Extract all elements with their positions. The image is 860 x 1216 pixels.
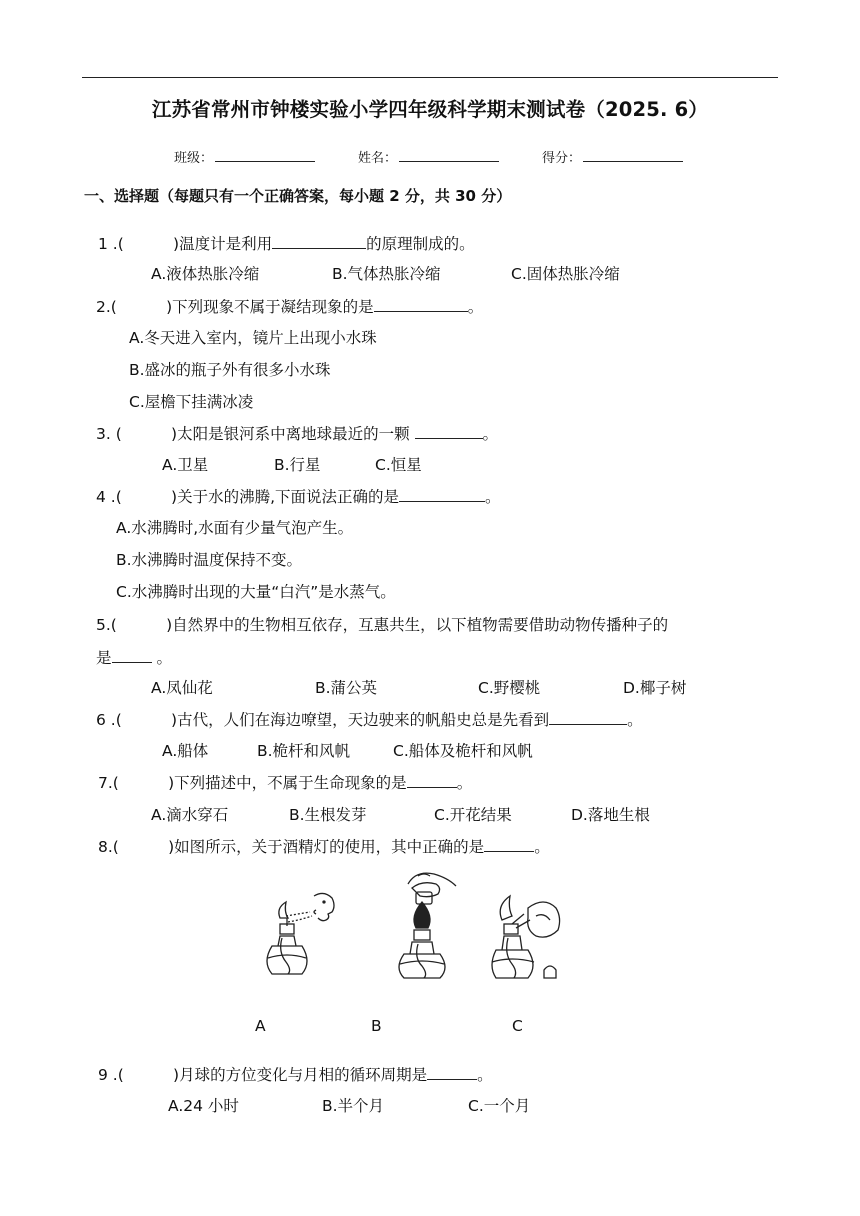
option[interactable]: D.落地生根 <box>571 806 650 824</box>
name-blank[interactable] <box>399 149 499 162</box>
answer-paren[interactable]: ( ) <box>117 1066 180 1084</box>
option[interactable]: C.恒星 <box>375 456 422 474</box>
question-text: 下列描述中，不属于生命现象的是 <box>174 774 407 792</box>
answer-blank[interactable] <box>549 710 627 725</box>
option[interactable]: C.水沸腾时出现的大量“白汽”是水蒸气。 <box>116 583 396 601</box>
class-field <box>174 147 315 166</box>
figure-label-a: A <box>255 1017 266 1035</box>
question-3 <box>96 424 498 444</box>
answer-blank[interactable] <box>484 837 534 852</box>
question-number: 2. <box>96 298 111 316</box>
score-label: 得分： <box>542 151 582 166</box>
question-text: 自然界中的生物相互依存，互惠共生，以下植物需要借助动物传播种子的 <box>172 616 669 634</box>
question-tail: 。 <box>456 774 473 792</box>
top-rule <box>82 77 778 78</box>
question-1 <box>98 234 475 254</box>
question-tail: 。 <box>627 711 643 729</box>
question-4 <box>96 487 501 507</box>
option[interactable]: A.凤仙花 <box>151 679 213 697</box>
option[interactable]: C.屋檐下挂满冰凌 <box>129 393 254 411</box>
option[interactable]: A.液体热胀冷缩 <box>151 265 260 283</box>
answer-blank[interactable] <box>427 1065 477 1080</box>
option[interactable]: A.滴水穿石 <box>151 806 229 824</box>
question-number: 3. <box>96 425 111 443</box>
question-text: 古代，人们在海边嘹望，天边驶来的帆船史总是先看到 <box>177 711 550 729</box>
question-9 <box>98 1065 493 1085</box>
answer-paren[interactable]: ( ) <box>115 488 178 506</box>
option[interactable]: A.24 小时 <box>168 1097 239 1115</box>
question-7 <box>98 773 472 793</box>
question-number: 1 . <box>98 235 118 253</box>
score-blank[interactable] <box>583 149 683 162</box>
answer-blank[interactable] <box>272 234 366 249</box>
question-text: 温度计是利用 <box>179 235 273 253</box>
question-number: 7. <box>98 774 113 792</box>
question-text: 太阳是银河系中离地球最近的一颗 <box>177 425 415 443</box>
question-text: 关于水的沸腾,下面说法正确的是 <box>177 488 400 506</box>
answer-paren[interactable]: ( ) <box>110 425 178 443</box>
option[interactable]: B.盛冰的瓶子外有很多小水珠 <box>129 361 331 379</box>
section-heading: 一、选择题（每题只有一个正确答案，每小题 2 分，共 30 分） <box>84 187 512 205</box>
question-number: 5. <box>96 616 111 634</box>
question-6 <box>96 710 643 730</box>
question-text: 如图所示，关于酒精灯的使用，其中正确的是 <box>174 838 485 856</box>
option[interactable]: A.冬天进入室内，镜片上出现小水珠 <box>129 329 377 347</box>
option[interactable]: B.半个月 <box>322 1097 385 1115</box>
option[interactable]: C.野樱桃 <box>478 679 541 697</box>
question-number: 4 . <box>96 488 116 506</box>
name-label: 姓名： <box>358 151 398 166</box>
option[interactable]: B.蒲公英 <box>315 679 378 697</box>
question-tail: 。 <box>467 298 484 316</box>
answer-paren[interactable]: ( ) <box>112 838 175 856</box>
exam-title: 江苏省常州市钟楼实验小学四年级科学期末测试卷（2025. 6） <box>151 98 709 121</box>
question-5 <box>96 615 668 635</box>
alcohol-lamp-b-illustration <box>378 866 478 984</box>
option[interactable]: B.气体热胀冷缩 <box>332 265 441 283</box>
option[interactable]: B.水沸腾时温度保持不变。 <box>116 551 303 569</box>
alcohol-lamp-c-illustration <box>488 890 578 986</box>
answer-paren[interactable]: ( ) <box>112 774 175 792</box>
alcohol-lamp-a-illustration <box>258 888 350 988</box>
question-2 <box>96 297 483 317</box>
question-tail: 。 <box>482 425 499 443</box>
class-label: 班级： <box>174 151 214 166</box>
question-tail: 的原理制成的。 <box>366 235 475 253</box>
option[interactable]: A.水沸腾时,水面有少量气泡产生。 <box>116 519 354 537</box>
option[interactable]: C.固体热胀冷缩 <box>511 265 620 283</box>
answer-blank[interactable] <box>399 487 485 502</box>
question-tail: 。 <box>151 649 172 667</box>
question-number: 8. <box>98 838 113 856</box>
name-field <box>358 147 499 166</box>
answer-blank[interactable] <box>374 297 468 312</box>
option[interactable]: A.船体 <box>162 742 209 760</box>
question-tail: 。 <box>485 488 501 506</box>
option[interactable]: D.椰子树 <box>623 679 687 697</box>
score-field <box>542 147 683 166</box>
option[interactable]: C.开花结果 <box>434 806 512 824</box>
question-8 <box>98 837 550 857</box>
answer-paren[interactable]: ( ) <box>110 616 173 634</box>
question-tail: 。 <box>534 838 550 856</box>
question-text: 下列现象不属于凝结现象的是 <box>172 298 374 316</box>
question-number: 6 . <box>96 711 116 729</box>
answer-blank[interactable] <box>407 773 457 788</box>
question-text: 月球的方位变化与月相的循环周期是 <box>179 1066 428 1084</box>
option[interactable]: B.行星 <box>274 456 321 474</box>
answer-paren[interactable]: ( ) <box>117 235 180 253</box>
question-tail: 。 <box>477 1066 493 1084</box>
question-number: 9 . <box>98 1066 118 1084</box>
question-text-continued: 是 <box>96 649 112 667</box>
option[interactable]: A.卫星 <box>162 456 209 474</box>
class-blank[interactable] <box>215 149 315 162</box>
figure-label-c: C <box>512 1017 523 1035</box>
figure-label-b: B <box>371 1017 382 1035</box>
answer-paren[interactable]: ( ) <box>110 298 173 316</box>
answer-blank[interactable] <box>415 424 483 439</box>
answer-blank[interactable] <box>112 648 152 663</box>
option[interactable]: C.一个月 <box>468 1097 531 1115</box>
option[interactable]: C.船体及桅杆和风帆 <box>393 742 533 760</box>
option[interactable]: B.桅杆和风帆 <box>257 742 351 760</box>
question-5-line2 <box>96 648 172 668</box>
option[interactable]: B.生根发芽 <box>289 806 367 824</box>
answer-paren[interactable]: ( ) <box>115 711 178 729</box>
